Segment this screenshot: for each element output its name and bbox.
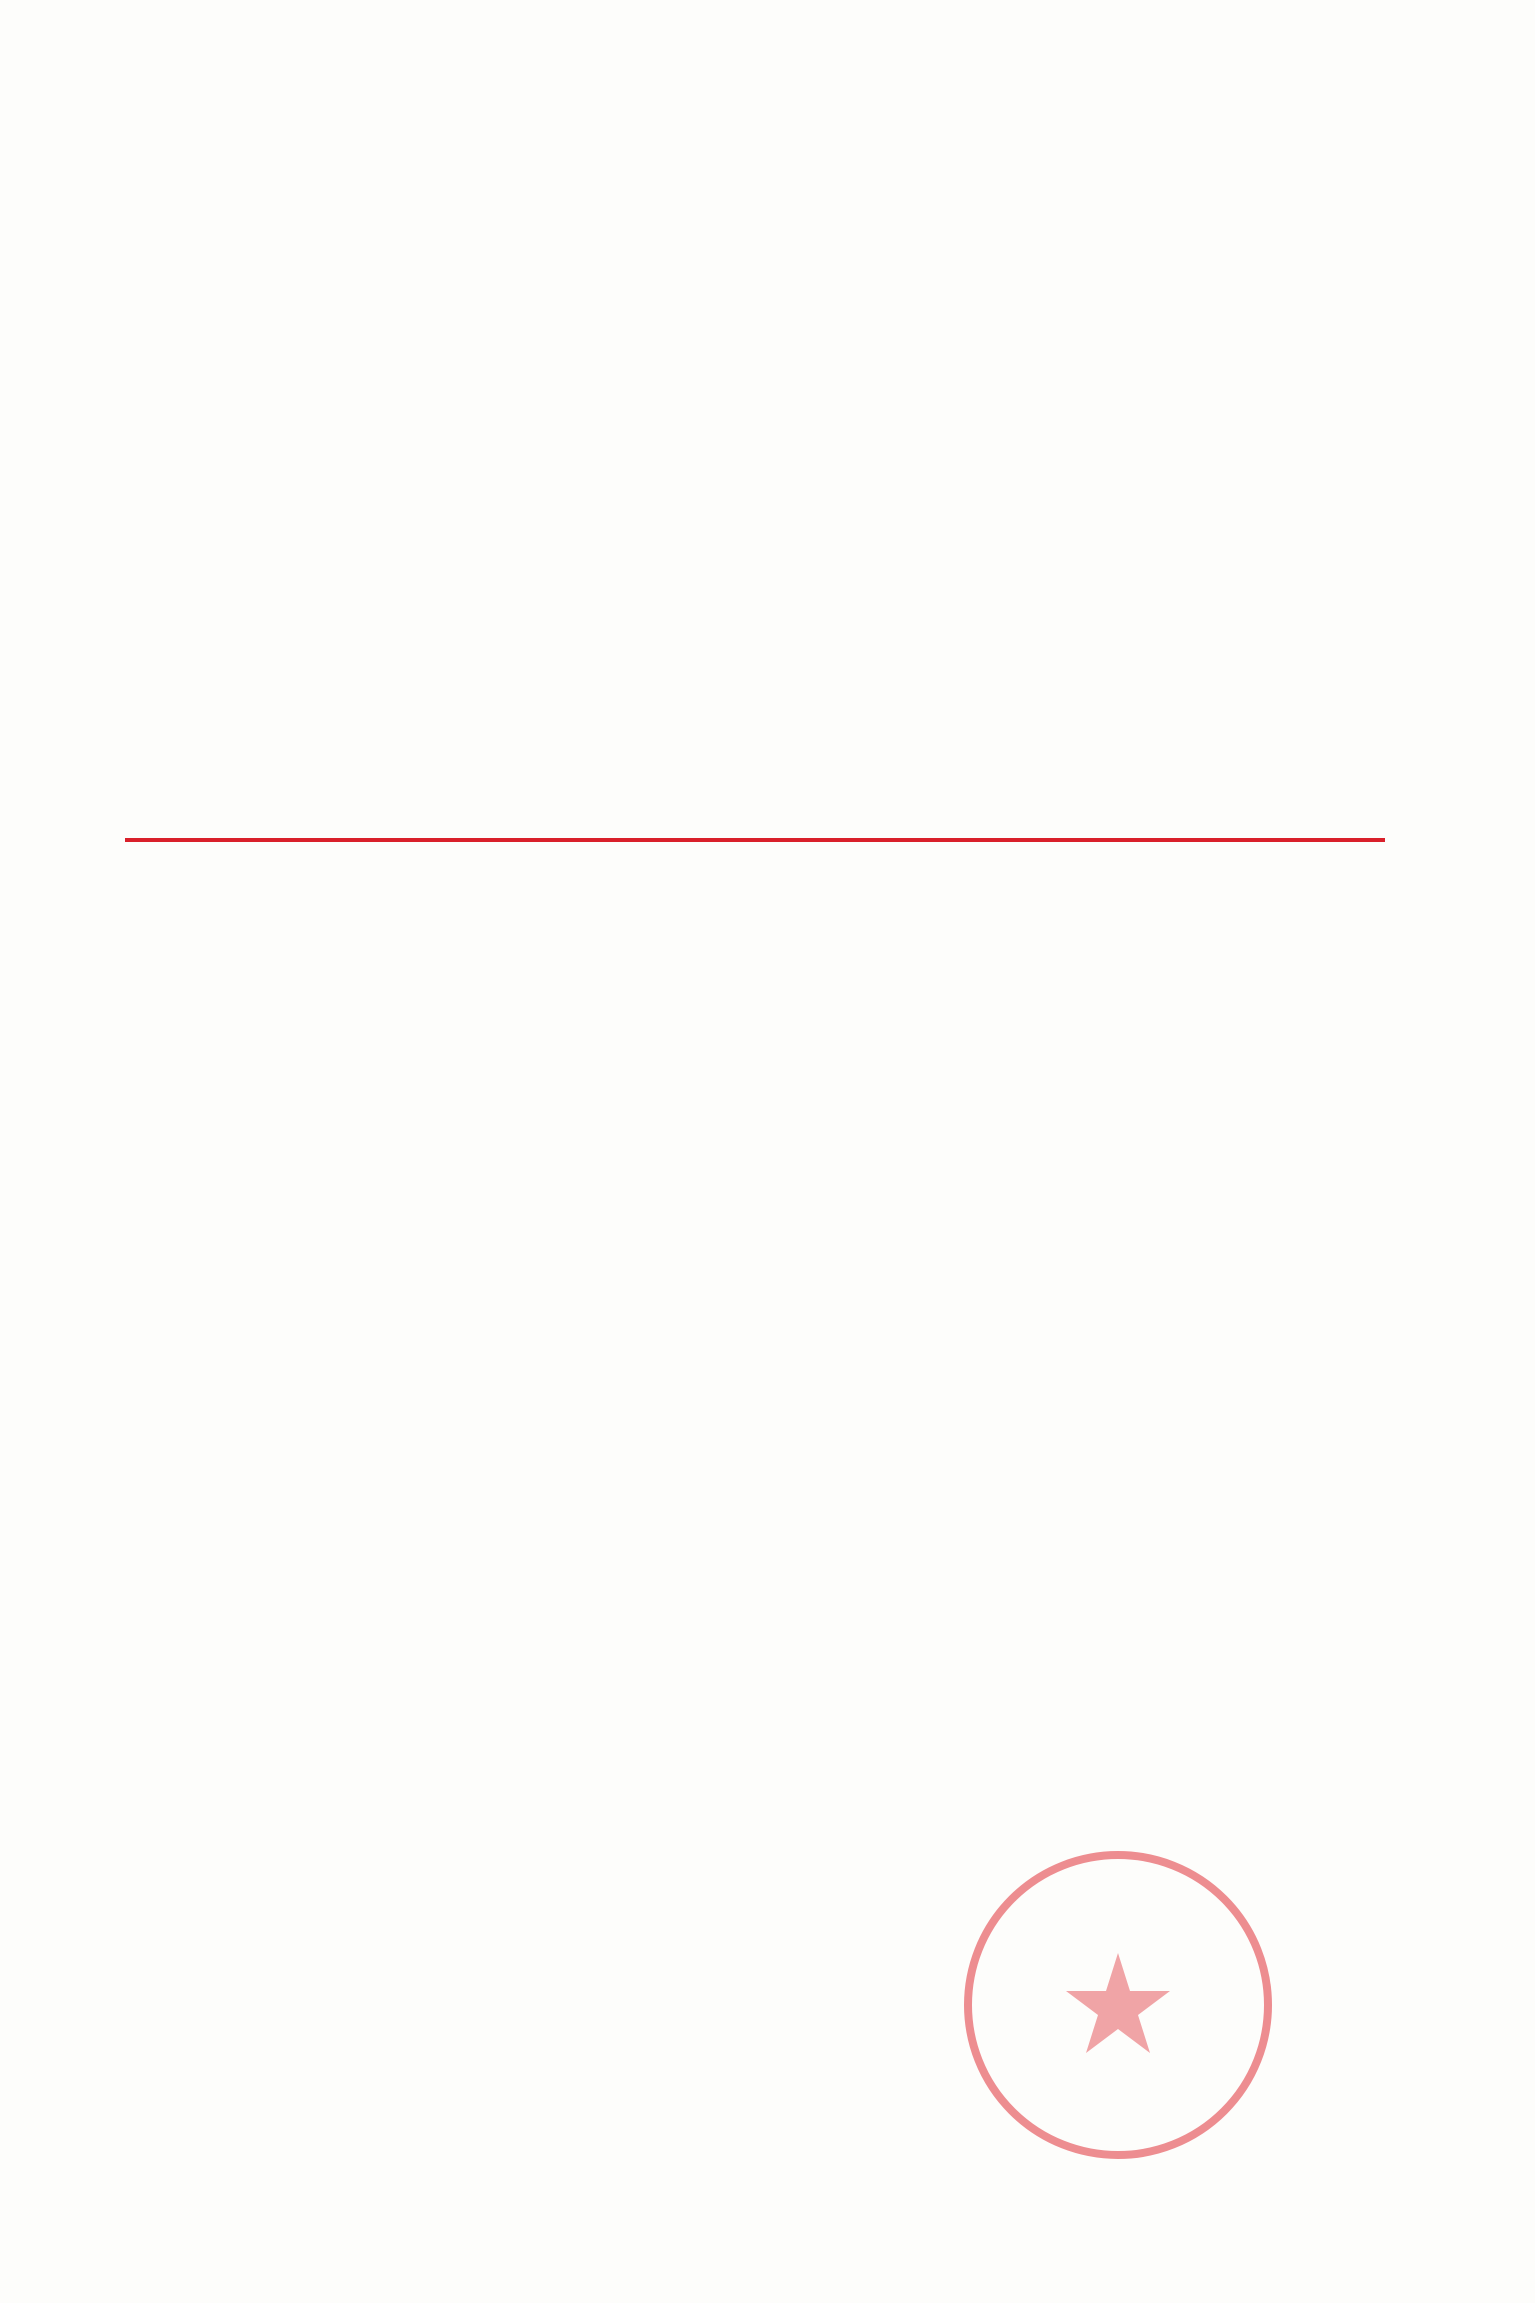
official-seal-icon xyxy=(958,1845,1278,2165)
header-divider-line xyxy=(125,838,1385,842)
seal-star-icon xyxy=(1066,1953,1170,2053)
